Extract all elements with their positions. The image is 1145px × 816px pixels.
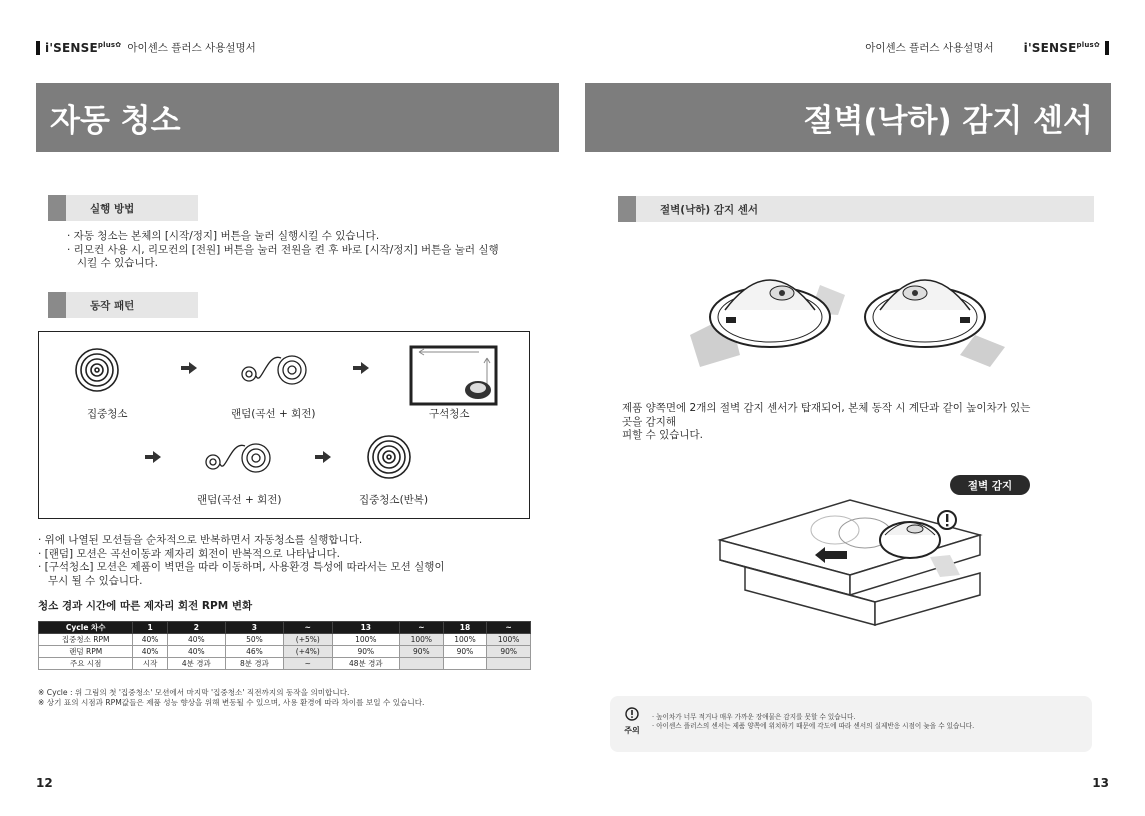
running-header-right	[865, 40, 1109, 55]
table-header-cell: 3	[225, 622, 283, 634]
table-cell: 40%	[133, 646, 167, 658]
brand-logo: $i'SENSE^{plus✿}$	[1023, 40, 1100, 55]
pattern-label: 랜덤(곡선 + 회전)	[231, 408, 316, 420]
page-number: 12	[36, 776, 53, 790]
pattern-notes: · 위에 나열된 모션들을 순차적으로 반복하면서 자동청소를 실행합니다. · [랜덤] 모션은 곡선이동과 제자리 회전이 반복적으로 나타납니다. · [구석청소] 모션은 제품이 벽면을 따라 이동하며, 사용환경 특성에 따라서는 모션 실행이 무시 될 수 있습니다.	[38, 534, 445, 587]
running-header-left	[36, 40, 256, 55]
section-heading: 절벽(낙하) 감지 센서	[618, 196, 1094, 222]
manual-title: 아이센스 플러스 사용설명서	[865, 42, 994, 54]
pattern-label: 구석청소	[429, 408, 470, 420]
table-cell: 시작	[133, 658, 167, 670]
table-row	[39, 658, 531, 670]
pattern-label: 랜덤(곡선 + 회전)	[197, 494, 282, 506]
table-cell: 집중청소 RPM	[39, 634, 133, 646]
header-bar-mark	[1105, 41, 1109, 55]
table-cell	[487, 658, 531, 670]
caution-label: 주의	[624, 726, 640, 735]
table-row	[39, 646, 531, 658]
spiral-icon	[76, 349, 118, 391]
page-title: 절벽(낙하) 감지 센서	[585, 83, 1111, 152]
robot-cleaner-icon	[880, 522, 940, 558]
section-heading: 동작 패턴	[48, 292, 198, 318]
table-cell: 90%	[487, 646, 531, 658]
table-cell: 8분 경과	[225, 658, 283, 670]
pattern-label: 집중청소	[87, 408, 128, 420]
table-header-row	[39, 622, 531, 634]
table-header-cell: ~	[400, 622, 444, 634]
table-cell: 100%	[487, 634, 531, 646]
sensor-description: 제품 양쪽면에 2개의 절벽 감지 센서가 탑재되어, 본체 동작 시 계단과 같이 높이차가 있는 곳을 감지해 피할 수 있습니다.	[622, 402, 1031, 441]
table-cell	[443, 658, 487, 670]
table-cell: 100%	[400, 634, 444, 646]
heading-marker	[48, 292, 66, 318]
table-header-cell: 18	[443, 622, 487, 634]
table-title: 청소 경과 시간에 따른 제자리 회전 RPM 변화	[38, 600, 253, 612]
random-curve-icon	[206, 444, 270, 472]
table-header-cell: ~	[487, 622, 531, 634]
stair-illustration	[715, 495, 985, 645]
corner-cleaning-icon	[411, 347, 496, 404]
header-bar-mark	[36, 41, 40, 55]
table-header-cell: ~	[283, 622, 332, 634]
heading-marker	[618, 196, 636, 222]
table-cell: (+4%)	[283, 646, 332, 658]
section-heading: 실행 방법	[48, 195, 198, 221]
table-cell	[400, 658, 444, 670]
table-cell: 4분 경과	[167, 658, 225, 670]
table-cell: 100%	[332, 634, 399, 646]
page-number: 13	[1092, 776, 1109, 790]
table-cell: 90%	[443, 646, 487, 658]
caution-mark	[620, 706, 644, 736]
table-cell: 40%	[167, 646, 225, 658]
table-row	[39, 634, 531, 646]
random-curve-icon	[242, 356, 306, 384]
table-cell: 90%	[400, 646, 444, 658]
warning-icon	[625, 707, 639, 721]
table-cell: 46%	[225, 646, 283, 658]
table-cell: 40%	[167, 634, 225, 646]
manual-title: 아이센스 플러스 사용설명서	[127, 42, 256, 54]
caution-text: · 높이차가 너무 적거나 매우 가까운 장애물은 감지를 못할 수 있습니다. · 아이센스 플러스의 센서는 제품 양쪽에 위치하기 때문에 각도에 따라 센서의 실제반응 시점이 늦을 수 있습니다.	[652, 713, 975, 730]
heading-marker	[48, 195, 66, 221]
rpm-table	[38, 621, 531, 670]
table-cell: 주요 시점	[39, 658, 133, 670]
motion-pattern-diagram	[38, 331, 530, 519]
robot-cleaner-icon	[710, 280, 830, 347]
spiral-icon	[368, 436, 410, 478]
pattern-label: 집중청소(반복)	[359, 494, 429, 506]
table-cell: 100%	[443, 634, 487, 646]
cliff-detect-badge: 절벽 감지	[950, 475, 1030, 495]
table-cell: (+5%)	[283, 634, 332, 646]
warning-icon	[938, 511, 956, 529]
pattern-illustration	[39, 332, 531, 520]
table-header-cell: 13	[332, 622, 399, 634]
table-cell: 90%	[332, 646, 399, 658]
table-header-cell: Cycle 차수	[39, 622, 133, 634]
table-header-cell: 2	[167, 622, 225, 634]
caution-box	[610, 696, 1092, 752]
table-cell: 40%	[133, 634, 167, 646]
robot-sensor-illustration	[670, 255, 1030, 370]
page-title: 자동 청소	[36, 83, 559, 152]
instruction-text: · 자동 청소는 본체의 [시작/정지] 버튼을 눌러 실행시킬 수 있습니다. · 리모컨 사용 시, 리모컨의 [전원] 버튼을 눌러 전원을 켠 후 바로 [시작/정지] 버튼을 눌러 실행 시킬 수 있습니다.	[67, 230, 499, 269]
table-header-cell: 1	[133, 622, 167, 634]
brand-logo: $i'SENSE^{plus✿}$	[45, 40, 122, 55]
robot-cleaner-icon	[865, 280, 985, 347]
footnotes: ※ Cycle : 위 그림의 첫 '집중청소' 모션에서 마지막 '집중청소' 직전까지의 동작을 의미합니다. ※ 상기 표의 시점과 RPM값들은 제품 성능 향상을 위해 변동될 수 있으며, 사용 환경에 따라 차이를 보일 수 있습니다.	[38, 688, 425, 707]
table-cell: 48분 경과	[332, 658, 399, 670]
table-cell: ~	[283, 658, 332, 670]
table-cell: 랜덤 RPM	[39, 646, 133, 658]
table-cell: 50%	[225, 634, 283, 646]
